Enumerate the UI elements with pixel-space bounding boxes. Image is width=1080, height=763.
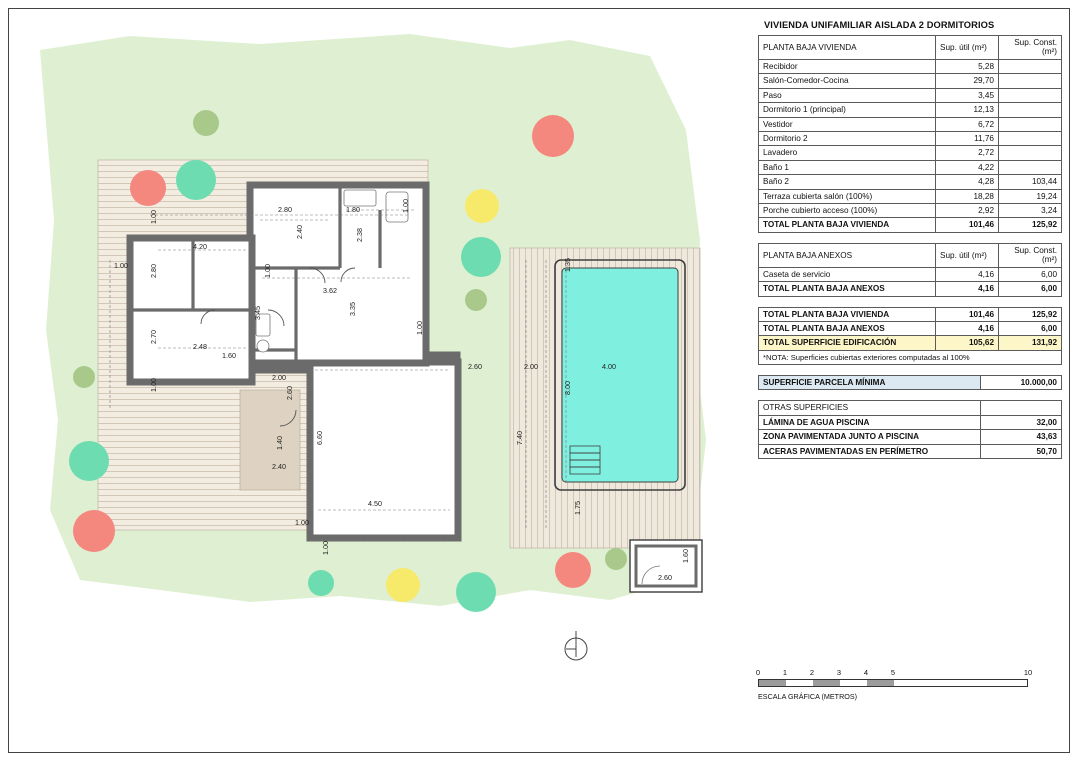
row-label: Terraza cubierta salón (100%) [759,189,936,203]
svg-text:1.00: 1.00 [401,199,410,213]
svg-text:1.00: 1.00 [149,210,158,224]
table-row [759,131,1062,145]
swimming-pool [555,260,685,490]
row-label: Lavadero [759,146,936,160]
table-row [759,175,1062,189]
total-util: 101,46 [936,218,999,232]
table-row [759,204,1062,218]
scale-tick: 4 [863,668,869,677]
scale-tick: 5 [890,668,896,677]
row-const [999,160,1062,174]
total-label: TOTAL PLANTA BAJA ANEXOS [759,282,936,296]
row-const [999,117,1062,131]
table-row [759,117,1062,131]
svg-text:1.60: 1.60 [681,549,690,563]
table-planta-baja-anexos [758,243,1062,297]
row-const: 103,44 [999,175,1062,189]
total-label: TOTAL PLANTA BAJA VIVIENDA [759,218,936,232]
row-util: 18,28 [936,189,999,203]
svg-text:4.50: 4.50 [368,499,382,508]
row-util: 3,45 [936,88,999,102]
table-summary [758,307,1062,351]
row-value: 43,63 [981,430,1062,444]
table-row [759,59,1062,73]
table-total-row [759,307,1062,321]
svg-text:2.60: 2.60 [468,362,482,371]
svg-text:1.60: 1.60 [222,351,236,360]
svg-text:4.00: 4.00 [602,362,616,371]
panel-title: VIVIENDA UNIFAMILIAR AISLADA 2 DORMITORIOS [764,20,995,30]
row-util: 4,22 [936,160,999,174]
row-label: Baño 1 [759,160,936,174]
table-row [759,88,1062,102]
total-const: 6,00 [999,322,1062,336]
scale-tick: 2 [809,668,815,677]
row-util: 11,76 [936,131,999,145]
row-label: Porche cubierto acceso (100%) [759,204,936,218]
row-label: Dormitorio 2 [759,131,936,145]
surface-note: *NOTA: Superficies cubiertas exteriores computadas al 100% [758,351,1062,365]
table-header-row [759,243,1062,267]
row-const: 6,00 [999,267,1062,281]
table-row [759,189,1062,203]
site-plan-drawing [10,10,750,750]
row-label: ACERAS PAVIMENTADAS EN PERÍMETRO [759,444,981,458]
total-const: 125,92 [999,218,1062,232]
table-row [759,444,1062,458]
row-label: ZONA PAVIMENTADA JUNTO A PISCINA [759,430,981,444]
table-total-row [759,322,1062,336]
parcela-label: SUPERFICIE PARCELA MÍNIMA [759,375,981,389]
table-row [759,375,1062,389]
parcela-value: 10.000,00 [981,375,1062,389]
table-row [759,103,1062,117]
scale-tick-labels [755,668,1033,679]
row-label: Dormitorio 1 (principal) [759,103,936,117]
row-label: Salón-Comedor-Cocina [759,74,936,88]
svg-text:2.48: 2.48 [193,342,207,351]
scale-tick: 10 [1023,668,1033,677]
scale-caption: ESCALA GRÁFICA (METROS) [758,692,858,701]
svg-text:2.38: 2.38 [355,228,364,242]
svg-text:1.75: 1.75 [573,501,582,515]
graphic-scale-bar [755,668,1033,701]
otras-header-label: OTRAS SUPERFICIES [759,401,981,415]
table-planta-baja-vivienda [758,35,1062,233]
total-label: TOTAL PLANTA BAJA VIVIENDA [759,307,936,321]
table-total-row [759,218,1062,232]
row-label: LÁMINA DE AGUA PISCINA [759,415,981,429]
table-header-row [759,401,1062,415]
svg-text:1.00: 1.00 [321,541,330,555]
scale-bar-graphic [758,679,1028,687]
svg-text:2.00: 2.00 [272,373,286,382]
svg-text:2.80: 2.80 [149,264,158,278]
svg-text:2.70: 2.70 [149,330,158,344]
svg-text:1.00: 1.00 [263,264,272,278]
svg-text:1.40: 1.40 [275,436,284,450]
row-util: 2,72 [936,146,999,160]
table-row [759,160,1062,174]
grandtotal-const: 131,92 [999,336,1062,350]
svg-text:6.60: 6.60 [315,431,324,445]
north-symbol [556,627,596,667]
col-sup-util: Sup. útil (m²) [936,36,999,60]
row-label: Baño 2 [759,175,936,189]
total-const: 125,92 [999,307,1062,321]
row-util: 5,28 [936,59,999,73]
col-sup-const: Sup. Const. (m²) [999,36,1062,60]
table-header-row [759,36,1062,60]
svg-text:1.00: 1.00 [114,261,128,270]
row-util: 2,92 [936,204,999,218]
table-otras-superficies [758,400,1062,459]
surface-schedule-panel [758,18,1062,459]
table-row [759,415,1062,429]
total-util: 4,16 [936,282,999,296]
total-const: 6,00 [999,282,1062,296]
svg-text:1.35: 1.35 [563,258,572,272]
col-sup-const: Sup. Const. (m²) [999,243,1062,267]
col-sup-util: Sup. útil (m²) [936,243,999,267]
row-const [999,131,1062,145]
scale-tick: 1 [782,668,788,677]
total-label: TOTAL PLANTA BAJA ANEXOS [759,322,936,336]
svg-text:1.00: 1.00 [415,321,424,335]
table-row [759,267,1062,281]
svg-text:2.40: 2.40 [272,462,286,471]
svg-text:4.20: 4.20 [193,242,207,251]
svg-text:1.00: 1.00 [149,378,158,392]
svg-text:2.00: 2.00 [524,362,538,371]
svg-text:1.00: 1.00 [295,518,309,527]
row-const [999,103,1062,117]
row-util: 6,72 [936,117,999,131]
svg-text:3.45: 3.45 [253,306,262,320]
row-const [999,146,1062,160]
row-label: Caseta de servicio [759,267,936,281]
col-label: PLANTA BAJA ANEXOS [759,243,936,267]
row-const: 3,24 [999,204,1062,218]
row-value: 32,00 [981,415,1062,429]
svg-text:2.80: 2.80 [278,205,292,214]
row-label: Vestidor [759,117,936,131]
row-util: 4,28 [936,175,999,189]
total-util: 101,46 [936,307,999,321]
svg-text:1.80: 1.80 [346,205,360,214]
table-parcela-minima [758,375,1062,390]
grandtotal-label: TOTAL SUPERFICIE EDIFICACIÓN [759,336,936,350]
service-shed [630,540,702,592]
svg-text:2.40: 2.40 [295,225,304,239]
row-label: Paso [759,88,936,102]
svg-text:3.62: 3.62 [323,286,337,295]
otras-header-value [981,401,1062,415]
col-label: PLANTA BAJA VIVIENDA [759,36,936,60]
svg-text:3.35: 3.35 [348,302,357,316]
row-value: 50,70 [981,444,1062,458]
svg-text:7.40: 7.40 [515,431,524,445]
table-row [759,146,1062,160]
table-row [759,430,1062,444]
svg-text:8.00: 8.00 [563,381,572,395]
table-grandtotal-row [759,336,1062,350]
svg-text:2.60: 2.60 [658,573,672,582]
row-const [999,74,1062,88]
row-const: 19,24 [999,189,1062,203]
svg-text:2.60: 2.60 [285,386,294,400]
scale-tick: 3 [836,668,842,677]
row-const [999,59,1062,73]
scale-tick: 0 [755,668,761,677]
grandtotal-util: 105,62 [936,336,999,350]
row-util: 29,70 [936,74,999,88]
table-row [759,74,1062,88]
row-util: 12,13 [936,103,999,117]
row-const [999,88,1062,102]
table-total-row [759,282,1062,296]
row-label: Recibidor [759,59,936,73]
total-util: 4,16 [936,322,999,336]
row-util: 4,16 [936,267,999,281]
